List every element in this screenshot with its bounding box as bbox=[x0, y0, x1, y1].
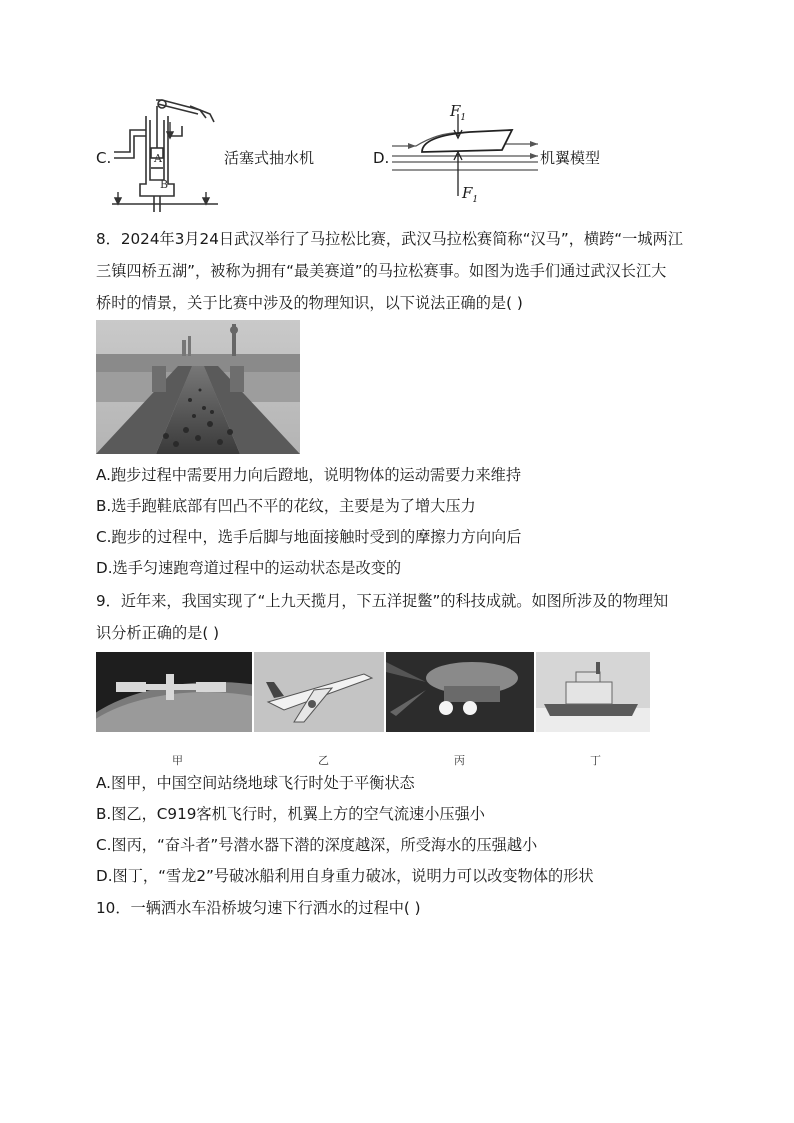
piston-pump-diagram bbox=[110, 96, 220, 216]
q8-option-a: A.跑步过程中需要用力向后蹬地，说明物体的运动需要力来维持 bbox=[96, 466, 522, 484]
q9-option-d: D.图丁，“雪龙2”号破冰船利用自身重力破冰，说明力可以改变物体的形状 bbox=[96, 867, 594, 885]
q8-option-c: C.跑步的过程中，选手后脚与地面接触时受到的摩擦力方向向后 bbox=[96, 528, 522, 546]
q10-stem: 10．一辆洒水车沿桥坡匀速下行洒水的过程中( ) bbox=[96, 899, 421, 917]
wing-model-diagram bbox=[388, 100, 540, 206]
caption-yi: 乙 bbox=[318, 754, 329, 767]
option-d-label: D. bbox=[373, 149, 390, 167]
q9-stem-line-2: 识分析正确的是( ) bbox=[96, 624, 219, 642]
caption-ding: 丁 bbox=[590, 754, 601, 767]
c919-aircraft-photo bbox=[254, 652, 384, 732]
caption-jia: 甲 bbox=[172, 754, 183, 767]
icebreaker-photo bbox=[536, 652, 650, 732]
caption-bing: 丙 bbox=[454, 754, 465, 767]
q9-option-c: C.图丙，“奋斗者”号潜水器下潜的深度越深，所受海水的压强越小 bbox=[96, 836, 538, 854]
q8-option-d: D.选手匀速跑弯道过程中的运动状态是改变的 bbox=[96, 559, 402, 577]
option-c-label: C. bbox=[96, 149, 112, 167]
force-label-upper: $F_1$ bbox=[450, 102, 467, 123]
q8-stem-line-3: 桥时的情景，关于比赛中涉及的物理知识，以下说法正确的是( ) bbox=[96, 294, 523, 312]
q9-option-b: B.图乙，C919客机飞行时，机翼上方的空气流速小压强小 bbox=[96, 805, 485, 823]
q9-option-a: A.图甲，中国空间站绕地球飞行时处于平衡状态 bbox=[96, 774, 415, 792]
q8-stem-line-2: 三镇四桥五湖”，被称为拥有“最美赛道”的马拉松赛事。如图为选手们通过武汉长江大 bbox=[96, 262, 667, 280]
q9-stem-line-1: 9．近年来，我国实现了“上九天揽月，下五洋捉鳖”的科技成就。如图所涉及的物理知 bbox=[96, 592, 669, 610]
pump-label-a: A bbox=[154, 152, 162, 165]
marathon-bridge-photo bbox=[96, 320, 300, 454]
q8-option-b: B.选手跑鞋底部有凹凸不平的花纹，主要是为了增大压力 bbox=[96, 497, 476, 515]
pump-label-b: B bbox=[160, 178, 169, 191]
force-label-lower: $F_1$ bbox=[462, 184, 479, 205]
option-c-caption: 活塞式抽水机 bbox=[224, 149, 315, 167]
submersible-photo bbox=[386, 652, 534, 732]
option-d-caption: 机翼模型 bbox=[540, 149, 601, 167]
q8-stem-line-1: 8．2024年3月24日武汉举行了马拉松比赛，武汉马拉松赛简称“汉马”，横跨“一城两江 bbox=[96, 230, 683, 248]
space-station-photo bbox=[96, 652, 252, 732]
